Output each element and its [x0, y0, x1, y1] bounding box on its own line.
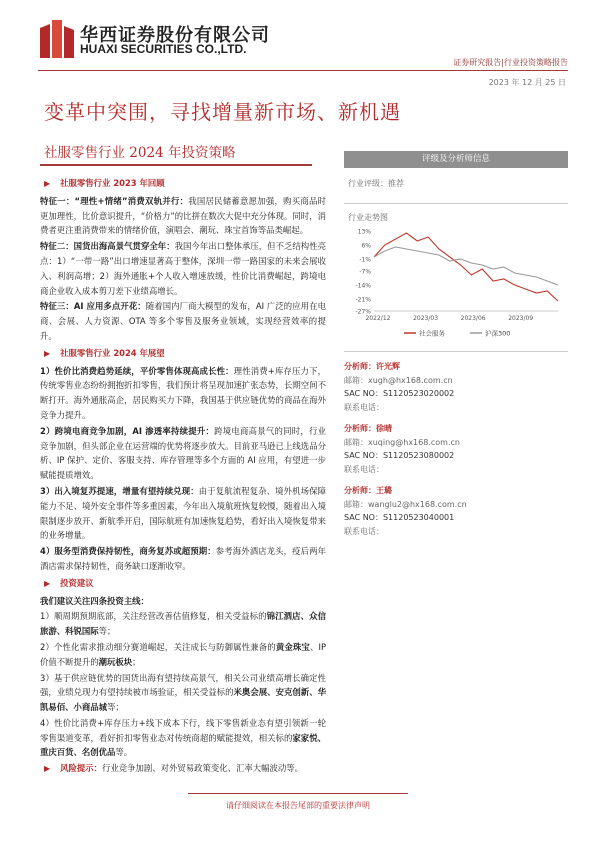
sidebar: [344, 151, 568, 546]
x-tick-label: 2022/12: [365, 315, 391, 322]
outlook-1: 1）性价比消费趋势延续，平价零售体现高成长性：理性消费+库存压力下，传统零售业态纷纷拥抱折扣零售，我们预计将呈现加速扩张态势，长期空间不断打开。海外通胀高企，居民购买力下降，我国基于供应链优势的商品在海外竞争力提升。: [40, 365, 326, 420]
analyst-email[interactable]: 邮箱：xuqing@hx168.com.cn: [344, 437, 460, 447]
triangle-bullet-icon: ▶: [44, 348, 51, 358]
invest-3: 3）基于供应链优势的国货出海有望持续高景气，相关公司业绩高增长确定性强，业绩兑现力有望持续被市场验证，相关受益标的米奥会展、安克创新、华凯易佰、小商品城等；: [40, 672, 327, 713]
y-tick-label: -27%: [355, 308, 371, 316]
analyst-card: [344, 484, 568, 538]
triangle-bullet-icon: ▶: [44, 578, 51, 588]
company-logo-icon: [40, 20, 74, 58]
x-tick-label: 2023/09: [508, 315, 534, 322]
section-outlook: ▶ 社服零售行业 2024 年展望: [44, 347, 165, 358]
analyst-card: [344, 422, 568, 476]
section-review: ▶ 社服零售行业 2023 年回顾: [44, 178, 165, 188]
subtitle-underline: [40, 164, 312, 166]
analyst-sac: SAC NO：S1120523040001: [344, 513, 455, 522]
analyst-name: 分析师：王璐: [344, 486, 392, 495]
analyst-email[interactable]: 邮箱：xugh@hx168.com.cn: [344, 375, 453, 385]
main-content: [40, 174, 326, 778]
y-tick-label: 6%: [361, 242, 371, 250]
company-name-en: HUAXI SECURITIES CO.,LTD.: [80, 42, 247, 56]
analyst-sac: SAC NO：S1120523080002: [344, 451, 455, 460]
triangle-bullet-icon: ▶: [44, 764, 51, 774]
analyst-list: [344, 360, 568, 538]
x-tick-label: 2023/03: [413, 315, 439, 322]
series-line-1: [374, 247, 558, 285]
triangle-bullet-icon: ▶: [44, 179, 51, 188]
report-type: 证券研究报告|行业投资策略报告: [453, 58, 568, 67]
trend-chart: [344, 223, 568, 341]
outlook-2: 2）跨境电商竞争加剧，AI 渗透率持续提升：跨境电商高景气的同时，行业竞争加剧，但头部企业在运营端的优势将逐步放大。目前亚马逊已上线选品分析、IP 保护、定价、客服支持、库存管理等多个方面的 AI 应用，有望进一步赋能提质增效。: [40, 425, 326, 481]
feature-2: 特征二：国货出海高景气贯穿全年：我国今年出口整体承压，但不乏结构性亮点：1）“一带一路”出口增速显著高于整体，深圳一带一路国家的未来会展收入、利润高增；2）海外通胀+个人收入增速放缓，性价比消费崛起，跨境电商企业收入成本剪刀差下业绩高增长。: [40, 241, 327, 296]
x-tick-label: 2023/06: [460, 315, 486, 322]
footer-disclaimer: 请仔细阅读在本报告尾部的重要法律声明: [226, 801, 370, 810]
outlook-4: 4）服务型消费保持韧性，商务复苏或超预期：参考海外酒店龙头，疫后两年酒店需求保持韧性，商务缺口逐渐收窄。: [40, 546, 327, 571]
analyst-email[interactable]: 邮箱：wanglu2@hx168.com.cn: [344, 499, 467, 509]
trend-chart-title: 行业走势图: [348, 213, 388, 222]
risk-warning: ▶ 风险提示：行业竞争加剧、对外贸易政策变化、汇率大幅波动等。: [44, 763, 304, 774]
invest-lead: 我们建议关注四条投资主线：: [40, 595, 149, 606]
page-title: 变革中突围，寻找增量新市场、新机遇: [44, 100, 401, 124]
feature-3: 特征三：AI 应用多点开花：随着国内厂商大模型的发布，AI 广泛的应用在电商、会展、人力资源、OTA 等多个零售及服务业领域，实现经营效率的提升。: [40, 301, 326, 341]
legend-label: 社会服务: [419, 329, 445, 338]
divider: [344, 351, 568, 352]
analyst-sac: SAC NO：S1120523020002: [344, 389, 455, 398]
invest-1: 1）顺周期预期底部，关注经营改善估值修复，相关受益标的锦江酒店、众信旅游、科锐国际等；: [40, 611, 326, 637]
feature-1: 特征一：“理性+情绪”消费双轨并行：我国居民储蓄意愿加强，购买商品时更加理性，比价意识提升，“价格力”的比拼在数次大促中充分体现。同时，消费者更注重消费带来的情绪价值，演唱会、潮玩、珠宝首饰等品类崛起。: [40, 195, 326, 236]
series-line-0: [374, 233, 558, 301]
invest-4: 4）性价比消费+库存压力+线下成本下行，线下零售新业态有望引领新一轮零售渠道变革，看好折扣零售业态对传统商超的赋能提效，相关标的家家悦、重庆百货、名创优品等。: [40, 717, 327, 758]
company-name-cn: 华西证券股份有限公司: [80, 25, 270, 46]
y-tick-label: -14%: [355, 282, 371, 290]
y-tick-label: -7%: [359, 268, 371, 276]
y-tick-label: 13%: [357, 228, 371, 236]
header-divider: [38, 70, 568, 71]
analyst-name: 分析师：许光辉: [344, 362, 400, 371]
legend-label: 沪深300: [485, 329, 511, 338]
invest-2: 2）个性化需求推动细分赛道崛起，关注成长与防御属性兼备的黄金珠宝、IP 价值不断提升的潮玩板块；: [40, 641, 327, 667]
divider: [344, 203, 568, 204]
analyst-card: [344, 360, 568, 414]
y-tick-label: -1%: [359, 256, 371, 264]
analyst-phone: 联系电话：: [344, 464, 384, 474]
report-date: 2023 年 12 月 25 日: [488, 78, 566, 87]
analyst-phone: 联系电话：: [344, 402, 384, 412]
rating-box-title: 评级及分析师信息: [344, 151, 568, 168]
industry-rating: 行业评级：推荐: [348, 179, 404, 188]
footer-divider: [188, 793, 408, 794]
outlook-3: 3）出入境复苏提速，增量有望持续兑现：由于复航流程复杂、境外机场保障能力不足、境外安全事件等多重因素，今年出入境航班恢复较慢，随着出入境限制逐步放开、新航季开启，国际航班有加速恢复趋势，看好出入境恢复带来的业务增量。: [40, 485, 327, 541]
y-tick-label: -21%: [355, 296, 371, 304]
analyst-phone: 联系电话：: [344, 526, 384, 536]
page-subtitle: 社服零售行业 2024 年投资策略: [44, 145, 236, 161]
section-invest: ▶ 投资建议: [44, 577, 94, 588]
analyst-name: 分析师：徐晴: [344, 424, 392, 433]
